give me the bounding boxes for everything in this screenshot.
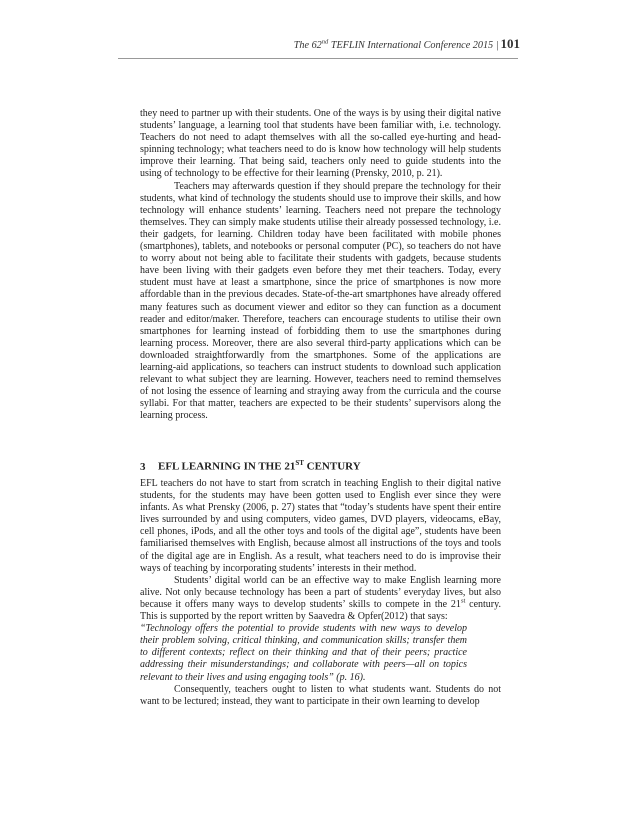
- paragraph: [140, 575, 501, 623]
- body-text-top: [140, 108, 501, 422]
- paragraph-text: Students’ digital world can be an effective way to make English learning more alive. Not only because technology has been a part of students’ everyday lives, but also because it offers many ways to develop students’ skills to compete in the 21: [140, 574, 501, 610]
- paragraph: EFL teachers do not have to start from scratch in teaching English to their digital native students, for the students may have been gotten used to English ever since they were infants. As what Prensky (2006, p. 27) states that “today’s students have spent their entire lives surrounded by and using computers, video games, DVD players, videocams, eBay, cell phones, iPods, and all the other toys and tools of the digital age”, students have been familiarised themselves with English, because almost all instructions of the toys and tools of the digital age are in English. As a result, what teachers need to do is improvise their ways of teaching by incorporating students’ interests in their method.: [140, 478, 501, 574]
- section-number: 3: [140, 460, 146, 473]
- section-title: EFL LEARNING IN THE 21: [158, 460, 296, 473]
- ordinal-superscript: st: [460, 597, 466, 605]
- header-superscript: nd: [321, 38, 329, 46]
- block-quote: “Technology offers the potential to provide students with new ways to develop their problem solving, critical thinking, and communication skills; transfer them to different contexts; reflect on their thinking and that of their peers; practice addressing their misunderstandings; and collaborate with peers—all on topics relevant to their lives and using engaging tools” (p. 16).: [140, 623, 467, 683]
- running-header: [294, 36, 520, 52]
- conference-title: [294, 40, 493, 51]
- page-number: 101: [500, 36, 520, 51]
- header-separator: |: [495, 40, 499, 51]
- header-suffix: TEFLIN International Conference 2015: [328, 40, 494, 51]
- header-prefix: The 62: [293, 40, 322, 51]
- paragraph: Consequently, teachers ought to listen to what students want. Students do not want to be lectured; instead, they want to participate in their own learning to develop: [140, 683, 501, 707]
- paragraph: Teachers may afterwards question if they should prepare the technology for their students, what kind of technology the students should use to improve their skills, and how technology will enhance students’ learning. Teachers need not prepare the technology themselves. They can simply make students utilise their already possessed technology, i.e. their gadgets, for learning. Children today have been facilitated with mobile phones (smartphones), tablets, and notebooks or personal computer (PC), so teachers do not have to worry about not being able to facilitate their students with gadgets, because students have been living with their gadgets even before they met their teachers. Today, every student must have at least a smartphone, since the price of smartphones is now more affordable than in the previous decades. State-of-the-art smartphones have already offered many features such as document viewer and editor so they can function as a document reader and editor/maker. Therefore, teachers can encourage students to utilise their own smartphones for learning instead of forbidding them to use the smartphones during learning process. Moreover, there are also several third-party applications which can be downloaded straightforwardly from the smartphones. Some of the applications are learning-aid applications, so teachers can instruct students to download such application relevant to what subject they are learning. However, teachers need to remind themselves of not losing the essence of learning and straying away from the curricula and the course syllabi. For that matter, teachers are expected to be their students’ supervisors along the learning process.: [140, 180, 501, 422]
- paragraph: they need to partner up with their students. One of the ways is by using their digital native students’ language, a learning tool that students have been familiar with, i.e. technology. Teachers do not need to adapt themselves with all the so-called eye-hurting and head-spinning technology; what teachers need to do is know how technology will help students improve their learning. That being said, teachers only need to guide students into the using of technology to be effective for their learning (Prensky, 2010, p. 21).: [140, 108, 501, 180]
- section-title-end: CENTURY: [303, 460, 361, 473]
- body-text-section-3: [140, 478, 501, 708]
- paragraph-text: century. This is supported by the report written by Saavedra & Opfer(2012) that says:: [140, 598, 501, 623]
- header-rule: [118, 58, 518, 59]
- section-heading: [140, 459, 361, 473]
- section-title-superscript: ST: [295, 459, 304, 467]
